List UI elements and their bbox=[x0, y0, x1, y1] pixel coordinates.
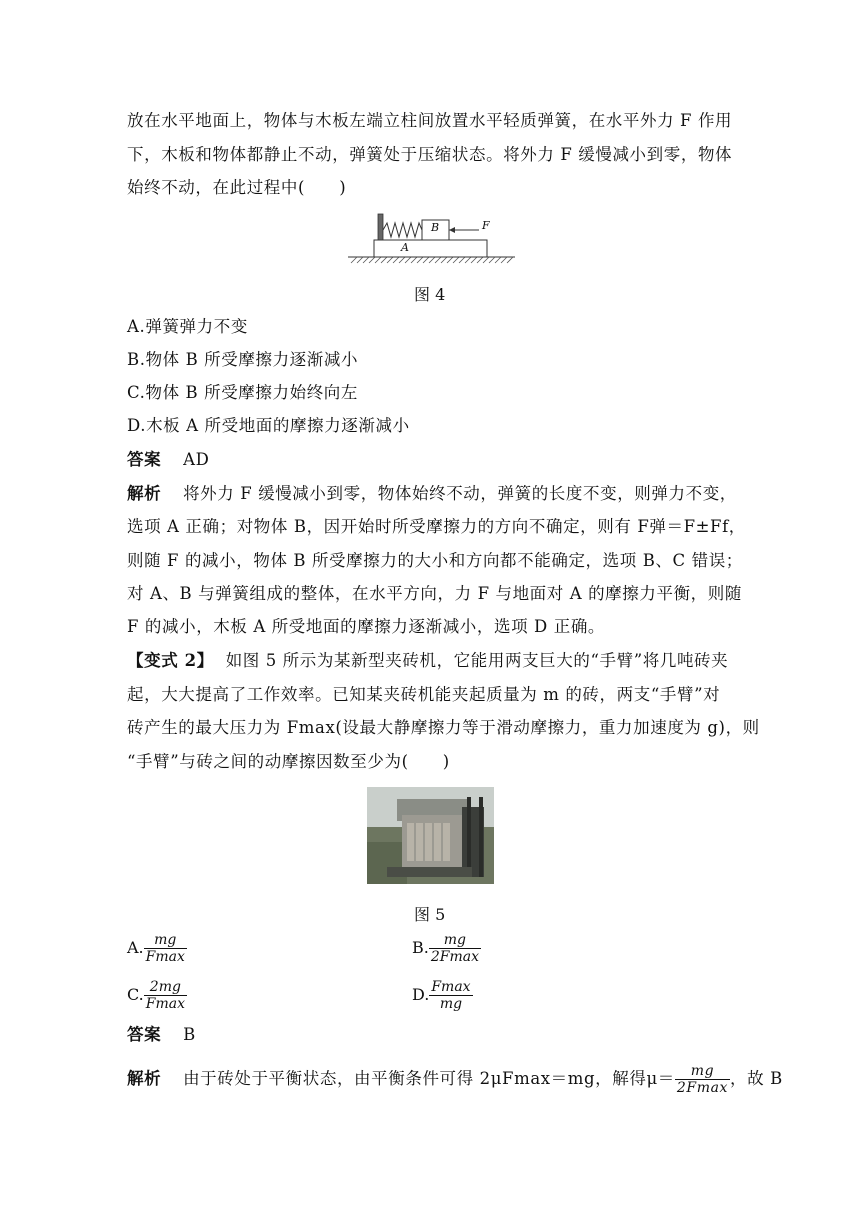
figure-4-label-F: F bbox=[482, 219, 490, 232]
q2-stem-line-3: 砖产生的最大压力为 Fmax(设最大静摩擦力等于滑动摩擦力，重力加速度为 g)，则 bbox=[127, 718, 760, 737]
q2-option-b bbox=[412, 932, 481, 965]
q1-analysis-label: 解析 bbox=[127, 484, 162, 503]
q2-analysis-fraction: $\frac{mg}{2Fmax}$ bbox=[676, 1063, 729, 1096]
q2-option-c bbox=[127, 979, 187, 1012]
q1-analysis-line-3: 则随 F 的减小，物体 B 所受摩擦力的大小和方向都不能确定，选项 B、C 错误； bbox=[127, 551, 743, 570]
q2-option-d bbox=[412, 979, 473, 1012]
q2-option-c-letter: C. bbox=[127, 985, 144, 1004]
q2-answer-value: B bbox=[183, 1025, 196, 1044]
q1-analysis-text-1: 将外力 F 缓慢减小到零，物体始终不动，弹簧的长度不变，则弹力不变， bbox=[183, 484, 737, 503]
q2-stem-line-2: 起，大大提高了工作效率。已知某夹砖机能夹起质量为 m 的砖，两支“手臂”对 bbox=[127, 685, 721, 704]
q2-answer bbox=[127, 1025, 196, 1045]
q1-analysis-line-4: 对 A、B 与弹簧组成的整体，在水平方向，力 F 与地面对 A 的摩擦力平衡，则随 bbox=[127, 584, 742, 603]
q1-answer-value: AD bbox=[183, 450, 210, 469]
q1-option-b: B.物体 B 所受摩擦力逐渐减小 bbox=[127, 350, 359, 369]
q1-option-d: D.木板 A 所受地面的摩擦力逐渐减小 bbox=[127, 416, 410, 435]
q1-option-c: C.物体 B 所受摩擦力始终向左 bbox=[127, 383, 358, 402]
figure-5-caption: 图 5 bbox=[414, 905, 446, 924]
q2-option-c-fraction: $\frac{2mg}{Fmax}$ bbox=[145, 979, 185, 1012]
figure-4-label-A: A bbox=[401, 241, 409, 254]
q2-stem-line-4: “手臂”与砖之间的动摩擦因数至少为( ) bbox=[127, 752, 450, 771]
q2-tag: 【变式 2】 bbox=[127, 651, 214, 670]
q2-option-a bbox=[127, 932, 187, 965]
q2-analysis bbox=[127, 1063, 783, 1096]
q1-analysis-line-5: F 的减小，木板 A 所受地面的摩擦力逐渐减小，选项 D 正确。 bbox=[127, 617, 606, 636]
q2-analysis-text-1: 由于砖处于平衡状态，由平衡条件可得 2μFmax＝mg，解得μ＝ bbox=[183, 1069, 675, 1088]
q2-option-a-letter: A. bbox=[127, 938, 144, 957]
q1-option-a: A.弹簧弹力不变 bbox=[127, 317, 248, 336]
q2-analysis-label: 解析 bbox=[127, 1069, 162, 1088]
figure-4-caption: 图 4 bbox=[414, 285, 446, 304]
q2-stem-line-1 bbox=[127, 651, 728, 671]
figure-4-label-B: B bbox=[431, 221, 440, 234]
q1-stem-line-3: 始终不动，在此过程中( ) bbox=[127, 178, 347, 197]
q1-answer-label: 答案 bbox=[127, 450, 162, 469]
q1-stem-line-2: 下，木板和物体都静止不动，弹簧处于压缩状态。将外力 F 缓慢减小到零，物体 bbox=[127, 145, 733, 164]
q2-option-b-letter: B. bbox=[412, 938, 429, 957]
figure-4-diagram bbox=[345, 210, 520, 268]
q2-stem-text-1: 如图 5 所示为某新型夹砖机，它能用两支巨大的“手臂”将几吨砖夹 bbox=[225, 651, 729, 670]
q2-analysis-text-2: ，故 B bbox=[730, 1069, 783, 1088]
q1-answer bbox=[127, 450, 209, 470]
q2-option-d-letter: D. bbox=[412, 985, 430, 1004]
q2-option-b-fraction: $\frac{mg}{2Fmax}$ bbox=[430, 932, 479, 965]
q1-stem-line-1: 放在水平地面上，物体与木板左端立柱间放置水平轻质弹簧，在水平外力 F 作用 bbox=[127, 111, 733, 130]
figure-5-photo bbox=[367, 787, 494, 884]
q2-option-a-fraction: $\frac{mg}{Fmax}$ bbox=[145, 932, 185, 965]
q2-option-d-fraction: $\frac{Fmax}{mg}$ bbox=[431, 979, 471, 1012]
q2-answer-label: 答案 bbox=[127, 1025, 162, 1044]
q1-analysis-line-2: 选项 A 正确；对物体 B，因开始时所受摩擦力的方向不确定，则有 F弹＝F±Ff， bbox=[127, 517, 746, 536]
q1-analysis-line-1 bbox=[127, 484, 737, 504]
